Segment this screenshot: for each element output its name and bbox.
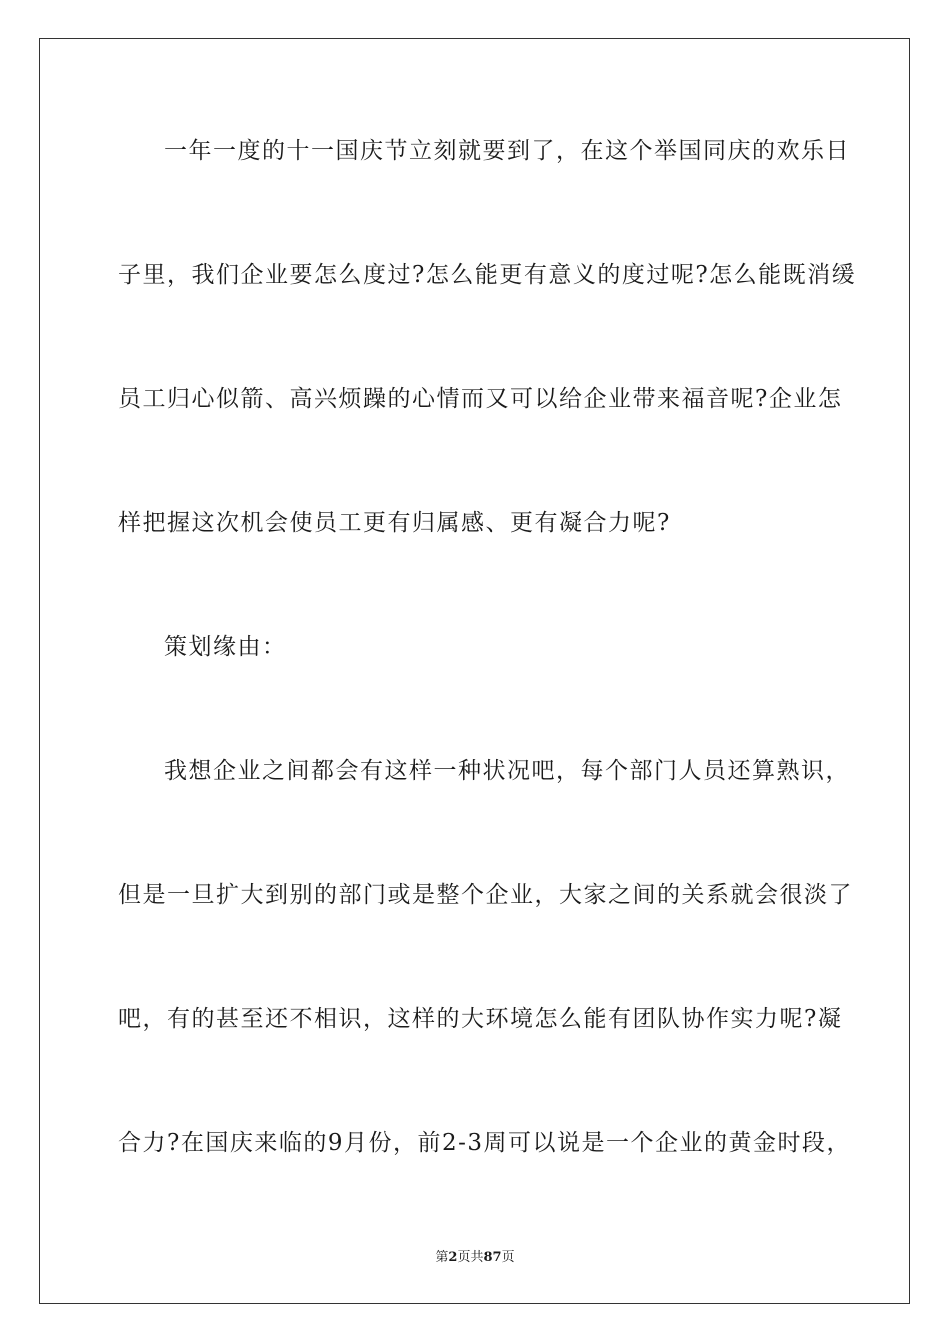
footer-page-suffix: 页	[457, 1250, 471, 1265]
paragraph-line-6: 但是一旦扩大到别的部门或是整个企业，大家之间的关系就会很淡了	[118, 882, 853, 908]
paragraph-line-3: 员工归心似箭、高兴烦躁的心情而又可以给企业带来福音呢?企业怎	[118, 386, 843, 412]
footer-total-number: 87	[483, 1250, 502, 1265]
footer-total-prefix: 共	[470, 1250, 484, 1265]
paragraph-line-1: 一年一度的十一国庆节立刻就要到了，在这个举国同庆的欢乐日	[164, 138, 850, 164]
paragraph-line-2: 子里，我们企业要怎么度过?怎么能更有意义的度过呢?怎么能既消缓	[118, 262, 857, 288]
paragraph-line-4: 样把握这次机会使员工更有归属感、更有凝合力呢?	[118, 510, 671, 536]
footer-page-number: 2	[448, 1250, 458, 1265]
section-heading: 策划缘由：	[164, 634, 287, 660]
paragraph-line-8: 合力?在国庆来临的9月份，前2-3周可以说是一个企业的黄金时段，	[118, 1130, 852, 1156]
page-border	[39, 38, 910, 1304]
footer-total-suffix: 页	[501, 1250, 515, 1265]
footer-page-prefix: 第	[435, 1250, 449, 1265]
paragraph-line-7: 吧，有的甚至还不相识，这样的大环境怎么能有团队协作实力呢?凝	[118, 1006, 843, 1032]
paragraph-line-5: 我想企业之间都会有这样一种状况吧，每个部门人员还算熟识，	[164, 758, 850, 784]
page-footer	[0, 1246, 950, 1265]
